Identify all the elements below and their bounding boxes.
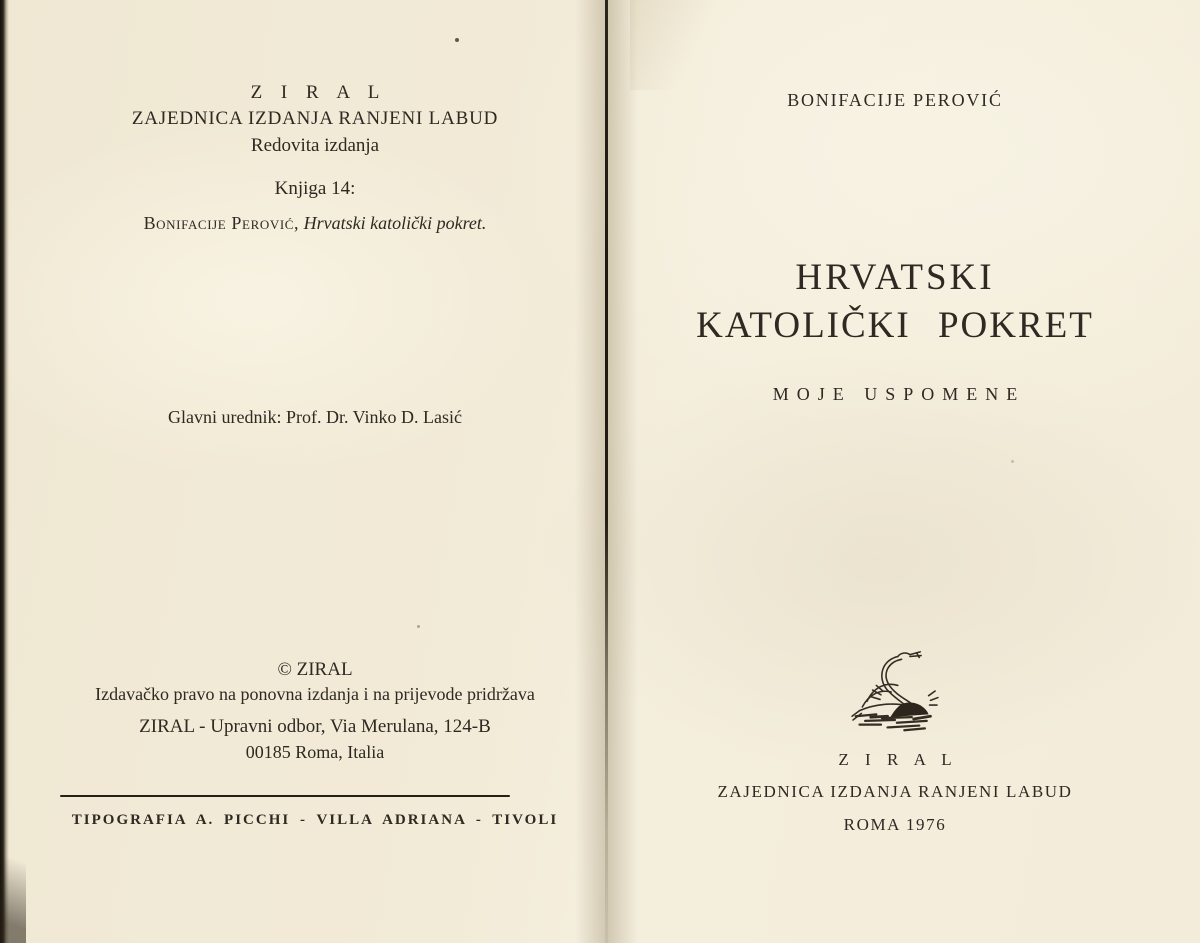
publisher-name: Z I R A L [838,750,958,769]
ink-speck [417,625,420,628]
rights-line: Izdavačko pravo na ponovna izdanja i na prijevode pridržava [95,684,535,704]
editor-line: Glavni urednik: Prof. Dr. Vinko D. Lasić [167,407,463,427]
citation-title: Hrvatski katolički pokret. [303,213,487,233]
publisher-series: ZAJEDNICA IZDANJA RANJENI LABUD [717,782,1073,801]
paper-crease [630,0,750,90]
place-year-line: ROMA 1976 [843,815,947,834]
scan-left-edge [0,0,9,943]
book-subtitle: MOJE USPOMENE [772,384,1026,404]
gutter-shadow-left [575,0,605,943]
copyright-line: © ZIRAL [277,659,353,680]
address-line-2: 00185 Roma, Italia [245,742,385,762]
printer-imprint: TIPOGRAFIA A. PICCHI - VILLA ADRIANA - TIVOLI [71,812,559,828]
ink-speck [455,38,459,42]
book-title-line1: HRVATSKI [795,257,995,298]
wounded-swan-icon [839,644,951,739]
horizontal-rule [60,795,510,797]
series-subtitle: Redovita izdanja [250,135,380,156]
book-title-line2: KATOLIČKI POKRET [696,305,1094,346]
publisher-emblem [620,644,1170,739]
series-name: ZAJEDNICA IZDANJA RANJENI LABUD [131,108,499,129]
author-name: BONIFACIJE PEROVIĆ [787,90,1003,110]
volume-number: Knjiga 14: [274,178,356,199]
address-line-1: ZIRAL - Upravni odbor, Via Merulana, 124-B [139,716,491,737]
book-citation [35,213,595,234]
citation-author: Bonifacije Perović, [143,213,300,233]
publisher-name: Z I R A L [250,82,387,103]
ink-speck [1011,460,1014,463]
